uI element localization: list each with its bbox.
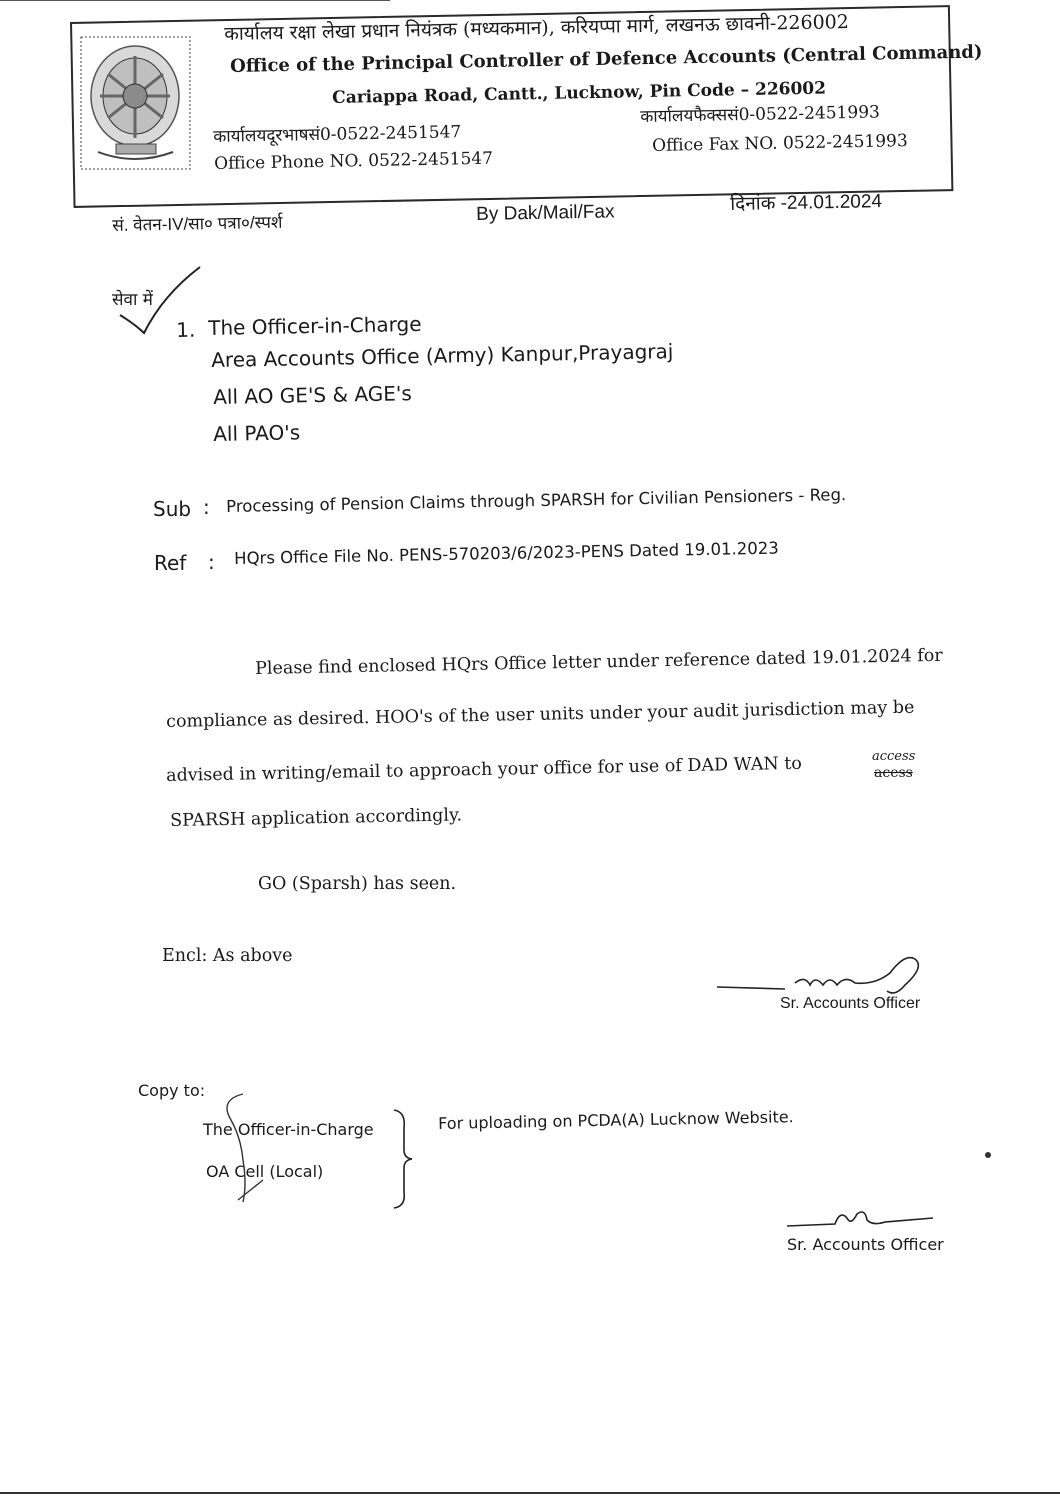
signature-2-designation: Sr. Accounts Officer — [787, 1235, 944, 1254]
copy-tick-mark — [213, 1090, 283, 1210]
copy-line-1: The Officer-in-Charge — [203, 1120, 374, 1139]
reference-label: Ref — [154, 551, 187, 575]
seen-note: GO (Sparsh) has seen. — [258, 874, 457, 894]
addressee-line-1: The Officer-in-Charge — [208, 311, 422, 340]
header-fax-hindi: कार्यालयफैक्ससं0-0522-2451993 — [640, 102, 881, 127]
body-line-3: advised in writing/email to approach your office for use of DAD WAN to — [166, 753, 803, 786]
reference-colon: : — [208, 550, 215, 574]
salutation: सेवा में — [112, 290, 153, 310]
addressee-line-4: All PAO's — [213, 420, 301, 446]
top-scan-rule — [0, 0, 390, 1]
right-brace — [392, 1108, 414, 1210]
header-phone-english: Office Phone NO. 0522-2451547 — [214, 148, 494, 174]
reference-text: HQrs Office File No. PENS-570203/6/2023-PENS Dated 19.01.2023 — [234, 538, 779, 568]
letter-reference-number: सं. वेतन-IV/सा० पत्रा०/स्पर्श — [112, 212, 283, 235]
addressee-line-2: Area Accounts Office (Army) Kanpur,Prayagraj — [211, 339, 674, 372]
addressee-number: 1. — [176, 317, 196, 342]
handwritten-correction: access — [872, 749, 916, 764]
bottom-scan-rule — [0, 1492, 1060, 1494]
header-english-title: Office of the Principal Controller of Defence Accounts (Central Command) — [230, 41, 983, 77]
signature-2-mark — [785, 1200, 935, 1235]
dispatch-mode: By Dak/Mail/Fax — [476, 201, 615, 225]
header-address: Cariappa Road, Cantt., Lucknow, Pin Code – 226002 — [332, 78, 827, 108]
copy-line-2: OA Cell (Local) — [206, 1162, 324, 1181]
struck-word: acess — [874, 765, 913, 781]
body-line-1: Please find enclosed HQrs Office letter under reference dated 19.01.2024 for — [255, 645, 943, 679]
body-line-4: SPARSH application accordingly. — [170, 805, 463, 831]
body-line-2: compliance as desired. HOO's of the user units under your audit jurisdiction may be — [166, 697, 915, 732]
subject-text: Processing of Pension Claims through SPARSH for Civilian Pensioners - Reg. — [226, 485, 847, 516]
header-fax-english: Office Fax NO. 0522-2451993 — [652, 131, 908, 156]
letter-date: दिनांक -24.01.2024 — [730, 191, 883, 215]
signature-1-designation: Sr. Accounts Officer — [780, 995, 921, 1012]
addressee-line-3: All AO GE'S & AGE's — [213, 381, 413, 409]
scan-speck — [985, 1152, 991, 1158]
subject-label: Sub — [153, 497, 192, 521]
copy-purpose: For uploading on PCDA(A) Lucknow Website. — [438, 1107, 794, 1133]
copy-to-label: Copy to: — [138, 1081, 206, 1100]
subject-colon: : — [203, 495, 210, 519]
header-phone-hindi: कार्यालयदूरभाषसं0-0522-2451547 — [213, 122, 462, 147]
emblem-icon — [78, 34, 193, 172]
enclosure-note: Encl: As above — [162, 946, 293, 966]
header-hindi-title: कार्यालय रक्षा लेखा प्रधान नियंत्रक (मध्यकमान), करियप्पा मार्ग, लखनऊ छावनी-226002 — [224, 11, 850, 45]
